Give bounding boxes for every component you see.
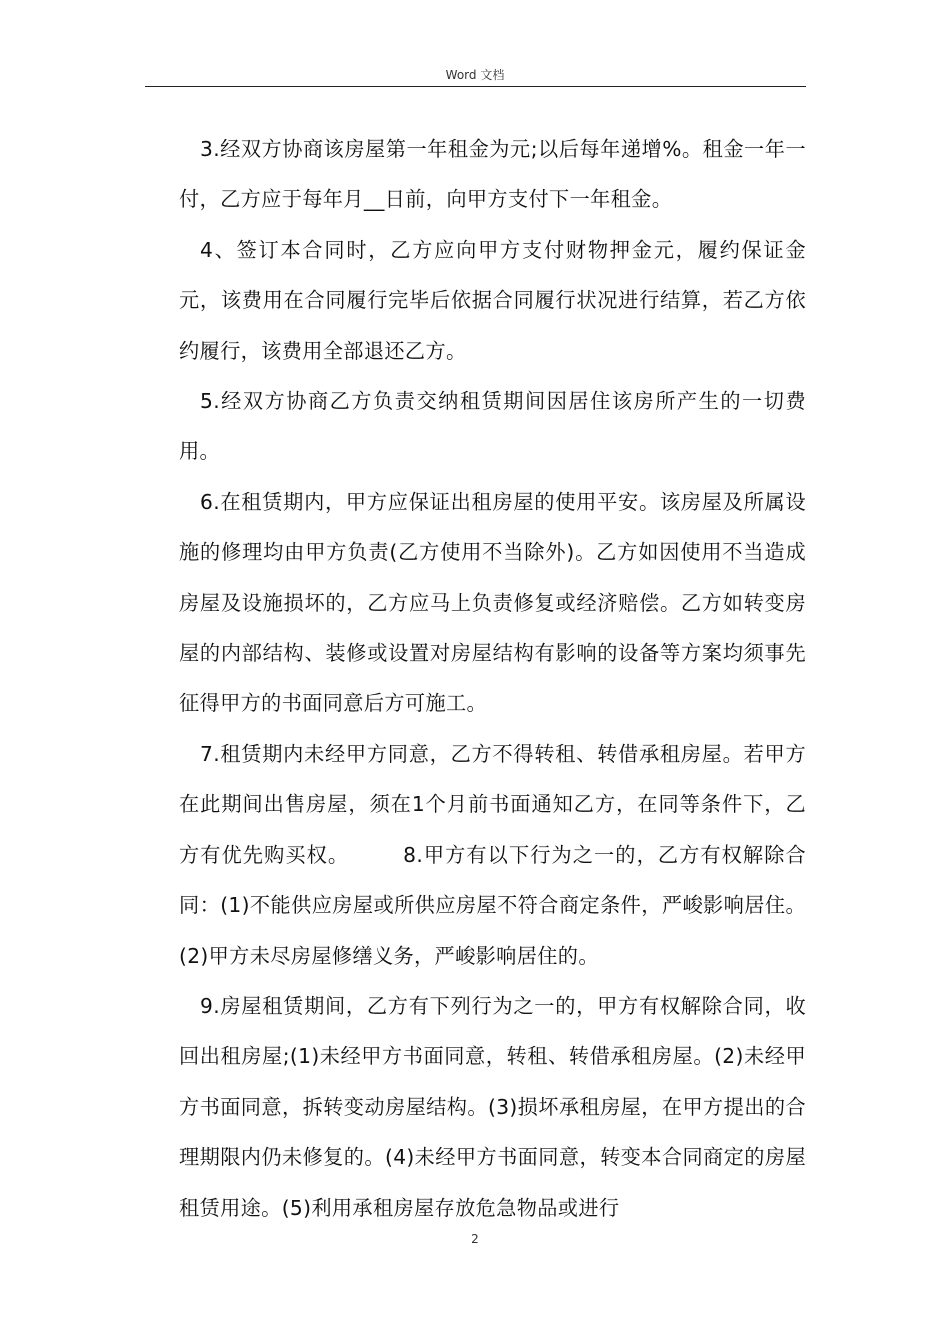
- header-divider: [145, 86, 806, 87]
- paragraph-9: 9.房屋租赁期间，乙方有下列行为之一的，甲方有权解除合同，收回出租房屋;(1)未经甲方书面同意，转租、转借承租房屋。(2)未经甲方书面同意，拆转变动房屋结构。(3)损坏承租房屋，在甲方提出的合理期限内仍未修复的。(4)未经甲方书面同意，转变本合同商定的房屋租赁用途。(5)利用承租房屋存放危急物品或进行: [179, 993, 806, 1220]
- page-header: Word 文档: [445, 68, 505, 82]
- paragraph-7-8: [179, 729, 806, 981]
- page-number: 2: [471, 1232, 479, 1246]
- paragraph-6: 6.在租赁期内，甲方应保证出租房屋的使用平安。该房屋及所属设施的修理均由甲方负责(乙方使用不当除外)。乙方如因使用不当造成房屋及设施损坏的，乙方应马上负责修复或经济赔偿。乙方如转变房屋的内部结构、装修或设置对房屋结构有影响的设备等方案均须事先征得甲方的书面同意后方可施工。: [179, 489, 806, 716]
- paragraph-5: 5.经双方协商乙方负责交纳租赁期间因居住该房所产生的一切费用。: [179, 389, 806, 464]
- document-body: [179, 124, 806, 1233]
- paragraph-3: 3.经双方协商该房屋第一年租金为元;以后每年递增%。租金一年一付，乙方应于每年月__日前，向甲方支付下一年租金。: [179, 137, 806, 212]
- paragraph-8: 8.甲方有以下行为之一的，乙方有权解除合同：(1)不能供应房屋或所供应房屋不符合商定条件，严峻影响居住。(2)甲方未尽房屋修缮义务，严峻影响居住的。: [179, 842, 806, 968]
- paragraph-4: 4、签订本合同时，乙方应向甲方支付财物押金元，履约保证金元，该费用在合同履行完毕后依据合同履行状况进行结算，若乙方依约履行，该费用全部退还乙方。: [179, 237, 806, 363]
- paragraph-7: 7.租赁期内未经甲方同意，乙方不得转租、转借承租房屋。若甲方在此期间出售房屋，须在1个月前书面通知乙方，在同等条件下，乙方有优先购买权。: [179, 741, 806, 867]
